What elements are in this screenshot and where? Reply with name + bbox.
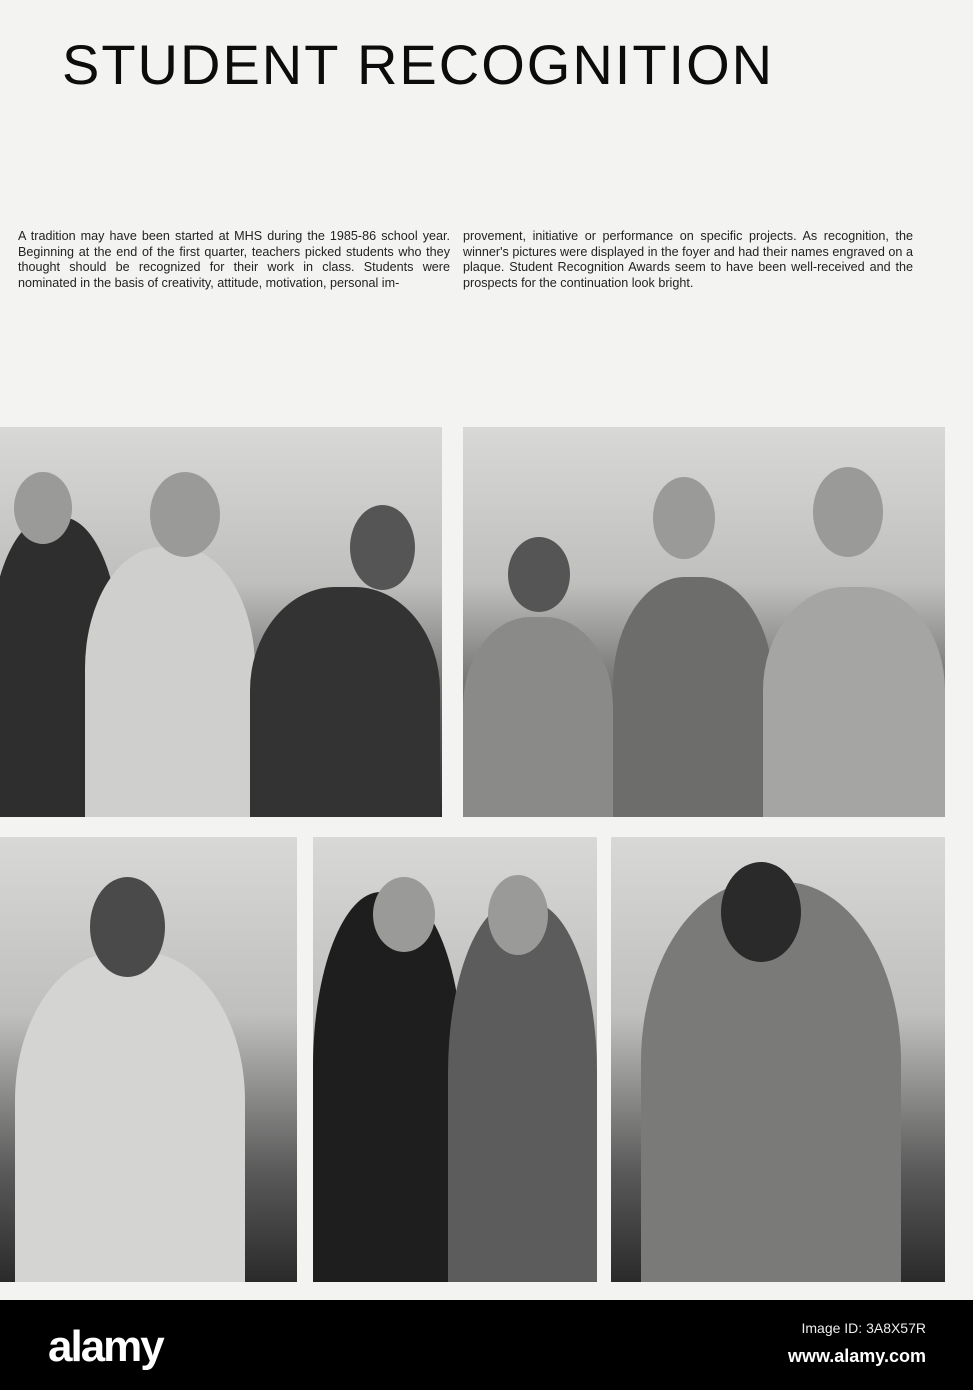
watermark-banner (0, 1300, 973, 1390)
photo-three-boys (0, 427, 442, 817)
site-url: www.alamy.com (787, 1346, 926, 1366)
image-id: Image ID: 3A8X57R (801, 1320, 926, 1336)
body-text-column-1: A tradition may have been started at MHS during the 1985-86 school year. Beginning at the end of the first quarter, teachers picked students who they thought should be recognized for their work in class. Students were nominated in the basis of creativity, attitude, motivation, personal im- (18, 229, 450, 290)
body-text-column-2: provement, initiative or performance on specific projects. As recognition, the winner's pictures were displayed in the foyer and had their names engraved on a plaque. Student Recognition Awards seem to have been well-received and the prospects for the continuation look bright. (463, 229, 913, 290)
alamy-logo: alamy (48, 1322, 163, 1371)
page-title: STUDENT RECOGNITION (62, 33, 775, 96)
photo-girl-and-two-boys (463, 427, 945, 817)
photo-boy-at-railing (611, 837, 945, 1282)
photo-girl-with-bag (0, 837, 297, 1282)
photo-two-boys (313, 837, 597, 1282)
